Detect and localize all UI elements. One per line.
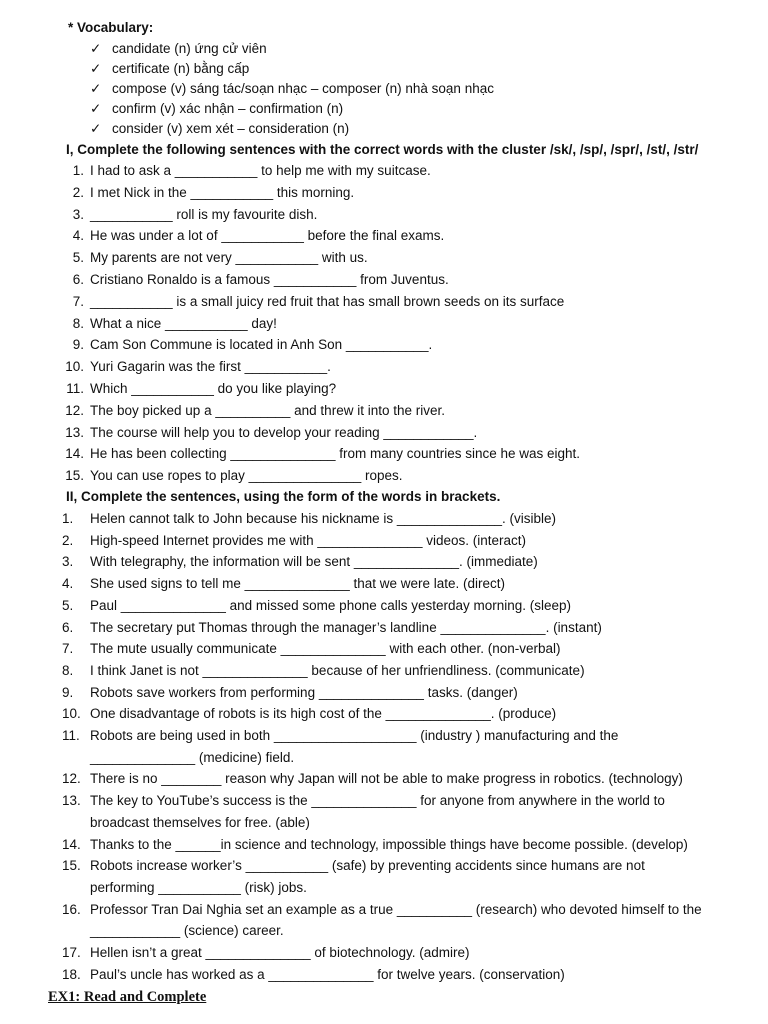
question-continuation: performing ___________ (risk) jobs. bbox=[90, 879, 307, 895]
question-number: 15. bbox=[62, 858, 81, 874]
question-number: 4. bbox=[72, 228, 84, 244]
question-number: 3. bbox=[72, 206, 84, 222]
exercise-1-heading: EX1: Read and Complete bbox=[48, 989, 207, 1005]
question-text: He was under a lot of ___________ before the final exams. bbox=[90, 228, 445, 244]
question-text: ___________ is a small juicy red fruit that has small brown seeds on its surface bbox=[90, 293, 565, 309]
question-number: 2. bbox=[72, 184, 84, 200]
question-text: The course will help you to develop your reading ____________. bbox=[90, 424, 478, 440]
question-text: The key to YouTube’s success is the ______________ for anyone from anywhere in the world to bbox=[90, 793, 665, 809]
question-text: She used signs to tell me ______________ that we were late. (direct) bbox=[90, 576, 506, 592]
question-number: 16. bbox=[62, 901, 81, 917]
question-number: 11. bbox=[62, 728, 80, 743]
question-number: 18. bbox=[62, 966, 81, 982]
question-text: Yuri Gagarin was the first ___________. bbox=[90, 359, 331, 375]
question-number: 14. bbox=[62, 836, 81, 852]
checkmark-icon: ✓ bbox=[90, 41, 102, 56]
vocabulary-text: certificate (n) bằng cấp bbox=[112, 61, 250, 76]
question-number: 14. bbox=[65, 446, 84, 462]
question-number: 4. bbox=[62, 576, 74, 592]
vocabulary-title: * Vocabulary: bbox=[68, 20, 154, 35]
vocabulary-text: compose (v) sáng tác/soạn nhạc – composer (n) nhà soạn nhạc bbox=[112, 81, 494, 96]
question-number: 7. bbox=[62, 641, 74, 657]
question-number: 10. bbox=[62, 706, 81, 722]
vocabulary-text: consider (v) xem xét – consideration (n) bbox=[112, 121, 350, 136]
question-number: 10. bbox=[65, 359, 84, 375]
question-text: He has been collecting ______________ from many countries since he was eight. bbox=[90, 446, 581, 462]
vocabulary-item bbox=[90, 119, 349, 139]
question-number: 12. bbox=[62, 771, 81, 787]
question-text: Professor Tran Dai Nghia set an example as a true __________ (research) who devoted himself to the bbox=[90, 901, 702, 917]
question-text: I met Nick in the ___________ this morning. bbox=[90, 184, 355, 200]
question-number: 13. bbox=[62, 793, 81, 809]
question-text: Thanks to the ______in science and technology, impossible things have become possible. (develop) bbox=[90, 836, 688, 852]
question-text: The boy picked up a __________ and threw it into the river. bbox=[90, 402, 445, 418]
question-text: Paul’s uncle has worked as a ______________ for twelve years. (conservation) bbox=[90, 966, 565, 982]
question-number: 12. bbox=[65, 402, 84, 418]
vocabulary-text: candidate (n) ứng cử viên bbox=[112, 41, 267, 56]
question-text: There is no ________ reason why Japan will not be able to make progress in robotics. (technology) bbox=[90, 771, 683, 787]
question-text: Which ___________ do you like playing? bbox=[90, 381, 337, 396]
question-text: My parents are not very ___________ with us. bbox=[90, 250, 368, 266]
question-text: Helen cannot talk to John because his nickname is ______________. (visible) bbox=[90, 511, 557, 526]
checkmark-icon: ✓ bbox=[90, 101, 102, 116]
question-number: 13. bbox=[65, 424, 84, 440]
question-text: I had to ask a ___________ to help me with my suitcase. bbox=[90, 163, 431, 178]
question-text: What a nice ___________ day! bbox=[90, 315, 277, 331]
section-1-title: I, Complete the following sentences with the correct words with the cluster /sk/, /sp/, /spr/, /st/, /str/ bbox=[66, 142, 699, 157]
question-number: 6. bbox=[62, 619, 74, 635]
vocabulary-text: confirm (v) xác nhận – confirmation (n) bbox=[112, 101, 344, 116]
question-continuation: ____________ (science) career. bbox=[90, 923, 284, 939]
question-text: High-speed Internet provides me with ______________ videos. (interact) bbox=[90, 532, 527, 548]
question-text: The secretary put Thomas through the manager’s landline ______________. (instant) bbox=[90, 619, 602, 635]
question-number: 7. bbox=[72, 293, 84, 309]
question-text: Robots save workers from performing ______________ tasks. (danger) bbox=[90, 684, 518, 700]
question-number: 1. bbox=[62, 511, 74, 526]
question-number: 8. bbox=[62, 662, 74, 678]
question-number: 6. bbox=[72, 272, 84, 287]
question-number: 5. bbox=[62, 597, 74, 613]
checkmark-icon: ✓ bbox=[90, 121, 102, 136]
question-text: Robots are being used in both ___________________ (industry ) manufacturing and the bbox=[90, 728, 619, 743]
question-number: 17. bbox=[62, 945, 81, 960]
checkmark-icon: ✓ bbox=[90, 61, 102, 76]
question-number: 11. bbox=[66, 381, 84, 396]
question-number: 9. bbox=[62, 684, 74, 700]
question-continuation: ______________ (medicine) field. bbox=[90, 749, 295, 765]
question-text: Hellen isn’t a great ______________ of biotechnology. (admire) bbox=[90, 945, 470, 960]
question-text: Cam Son Commune is located in Anh Son ___________. bbox=[90, 337, 433, 353]
question-text: You can use ropes to play _______________ ropes. bbox=[90, 468, 403, 484]
vocabulary-item bbox=[90, 79, 494, 99]
question-text: ___________ roll is my favourite dish. bbox=[90, 206, 318, 222]
question-number: 8. bbox=[72, 315, 84, 331]
question-number: 1. bbox=[72, 163, 84, 178]
question-text: The mute usually communicate ______________ with each other. (non-verbal) bbox=[90, 641, 561, 657]
question-text: One disadvantage of robots is its high cost of the ______________. (produce) bbox=[90, 706, 557, 722]
question-number: 5. bbox=[72, 250, 84, 266]
question-number: 9. bbox=[72, 337, 84, 353]
section-2-title: II, Complete the sentences, using the form of the words in brackets. bbox=[66, 489, 501, 504]
vocabulary-item bbox=[90, 39, 267, 59]
question-text: With telegraphy, the information will be sent ______________. (immediate) bbox=[90, 554, 538, 570]
vocabulary-item bbox=[90, 99, 343, 119]
question-number: 3. bbox=[62, 554, 74, 570]
question-text: I think Janet is not ______________ because of her unfriendliness. (communicate) bbox=[90, 662, 585, 678]
question-text: Paul ______________ and missed some phone calls yesterday morning. (sleep) bbox=[90, 597, 572, 613]
checkmark-icon: ✓ bbox=[90, 81, 102, 96]
question-text: Cristiano Ronaldo is a famous ___________ from Juventus. bbox=[90, 272, 449, 287]
question-number: 2. bbox=[62, 532, 74, 548]
vocabulary-item bbox=[90, 59, 249, 79]
question-number: 15. bbox=[65, 468, 84, 484]
question-text: Robots increase worker’s ___________ (safe) by preventing accidents since humans are not bbox=[90, 858, 645, 874]
question-continuation: broadcast themselves for free. (able) bbox=[90, 814, 310, 830]
